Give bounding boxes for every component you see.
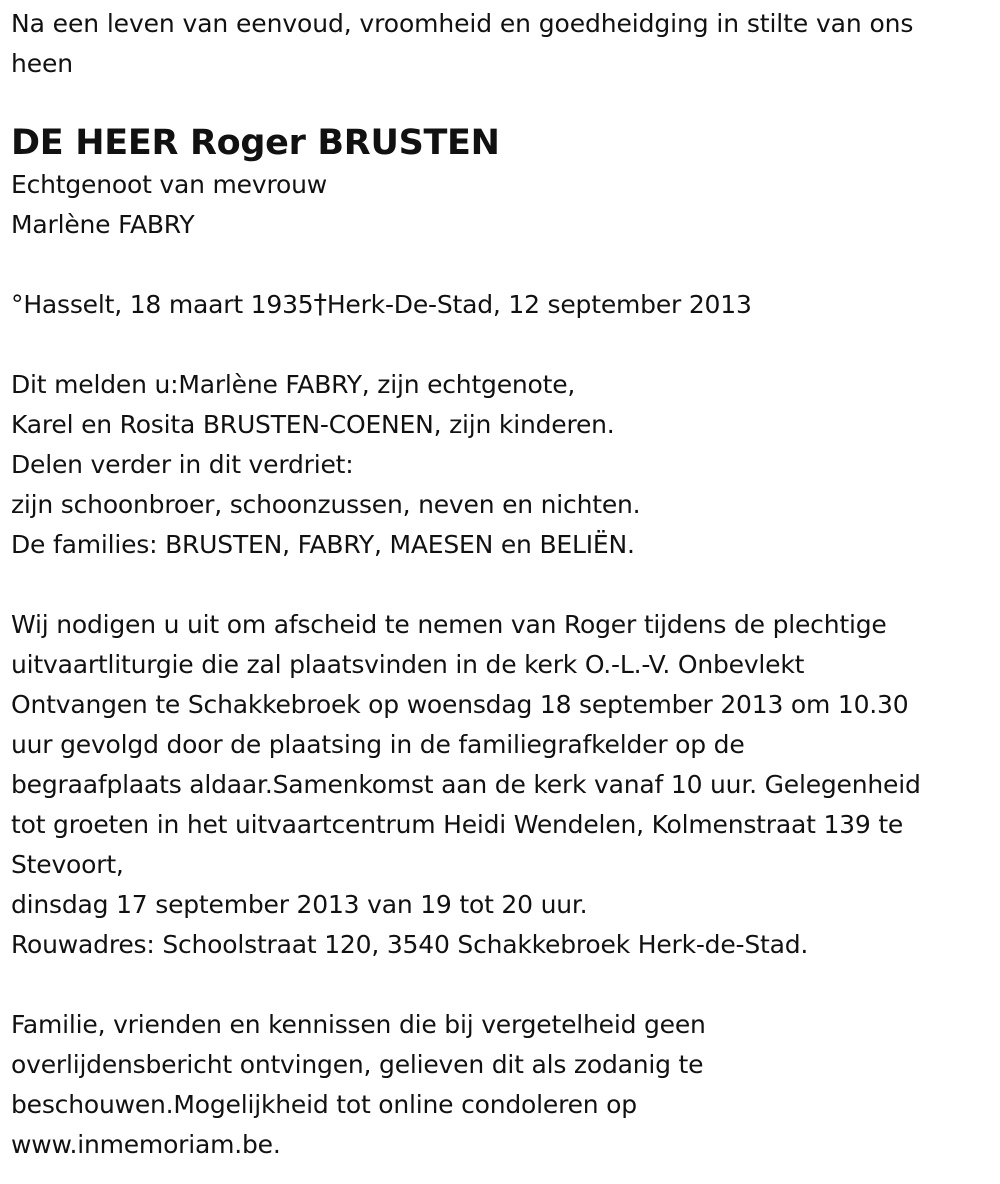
- birth-symbol: °: [11, 290, 24, 319]
- ceremony-line: uur gevolgd door de plaatsing in de familiegrafkelder op de: [11, 730, 745, 759]
- family-line: Delen verder in dit verdriet:: [11, 450, 354, 479]
- section-spacer: [11, 965, 991, 1005]
- cross-icon: †: [313, 289, 327, 320]
- family-line: De families: BRUSTEN, FABRY, MAESEN en BELIËN.: [11, 530, 635, 559]
- family-line: Karel en Rosita BRUSTEN-COENEN, zijn kinderen.: [11, 410, 615, 439]
- closing-line: overlijdensbericht ontvingen, gelieven dit als zodanig te: [11, 1050, 704, 1079]
- ceremony-line: begraafplaats aldaar.Samenkomst aan de kerk vanaf 10 uur. Gelegenheid: [11, 770, 921, 799]
- ceremony-line: tot groeten in het uitvaartcentrum Heidi Wendelen, Kolmenstraat 139 te: [11, 810, 904, 839]
- death-date: Herk-De-Stad, 12 september 2013: [326, 290, 752, 319]
- closing-line: beschouwen.Mogelijkheid tot online condoleren op: [11, 1090, 637, 1119]
- ceremony-line: Rouwadres: Schoolstraat 120, 3540 Schakkebroek Herk-de-Stad.: [11, 930, 809, 959]
- closing-paragraph: [11, 1005, 991, 1165]
- family-line: zijn schoonbroer, schoonzussen, neven en nichten.: [11, 490, 641, 519]
- intro-line: Na een leven van eenvoud, vroomheid en goedheidging in stilte van ons: [11, 9, 914, 38]
- section-spacer: [11, 325, 991, 365]
- closing-line: Familie, vrienden en kennissen die bij vergetelheid geen: [11, 1010, 706, 1039]
- intro-paragraph: [11, 4, 991, 84]
- ceremony-line: dinsdag 17 september 2013 van 19 tot 20 uur.: [11, 890, 588, 919]
- ceremony-paragraph: [11, 605, 991, 965]
- ceremony-line: uitvaartliturgie die zal plaatsvinden in de kerk O.-L.-V. Onbevlekt: [11, 650, 805, 679]
- birth-date: Hasselt, 18 maart 1935: [23, 290, 314, 319]
- website-link-text: www.inmemoriam.be.: [11, 1130, 281, 1159]
- obituary-notice: [11, 4, 991, 1165]
- family-line: Dit melden u:Marlène FABRY, zijn echtgenote,: [11, 370, 576, 399]
- ceremony-line: Stevoort,: [11, 850, 124, 879]
- family-paragraph: [11, 365, 991, 565]
- intro-line: heen: [11, 49, 74, 78]
- spouse-name: Marlène FABRY: [11, 210, 195, 239]
- ceremony-line: Wij nodigen u uit om afscheid te nemen van Roger tijdens de plechtige: [11, 610, 887, 639]
- spouse-label: Echtgenoot van mevrouw: [11, 170, 327, 199]
- deceased-name: DE HEER Roger BRUSTEN: [11, 123, 500, 163]
- section-spacer: [11, 245, 991, 285]
- section-spacer: [11, 565, 991, 605]
- life-dates: [11, 285, 991, 325]
- ceremony-line: Ontvangen te Schakkebroek op woensdag 18 september 2013 om 10.30: [11, 690, 909, 719]
